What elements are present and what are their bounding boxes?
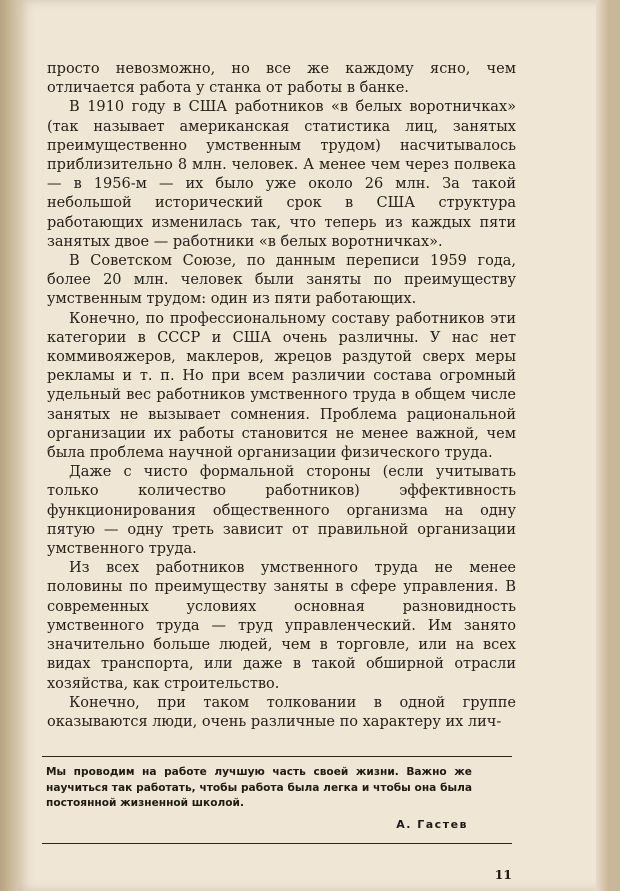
quote-bottom-rule (42, 843, 512, 844)
paragraph: Из всех работников умственного труда не менее половины по преимуществу заняты в сфере управления. В современных условиях основная разновидность умственного труда — труд управленческий. Им занято значительно больше людей, чем в торговле, или на всех видах транспорта, или даже в такой обширной отрасли хозяйства, как строительство. (47, 560, 516, 692)
paragraph: Даже с чисто формальной стороны (если учитывать только количество работников) эффективность функционирования общественного организма на одну пятую — одну треть зависит от правильной организации умственного труда. (47, 464, 516, 558)
epigraph-quote: Мы проводим на работе лучшую часть своей жизни. Важно же научиться так работать, чтобы работа была легка и чтобы она была постоянной жизненной школой. (46, 766, 472, 809)
page-edge (596, 0, 608, 891)
quote-top-rule (42, 756, 512, 757)
quote-author: А. Гастев (396, 818, 468, 831)
paragraph: В Советском Союзе, по данным переписи 1959 года, более 20 млн. человек были заняты по преимуществу умственным трудом: один из пяти работающих. (47, 253, 516, 308)
page-number: 11 (494, 867, 512, 882)
paragraph: Конечно, по профессиональному составу работников эти категории в СССР и США очень различны. У нас нет коммивояжеров, маклеров, жрецов раздутой сверх меры рекламы и т. п. Но при всем различии состава огромный удельный вес работников умственного труда в общем числе занятых не вызывает сомнения. Проблема рациональной организации их работы становится не менее важной, чем была проблема научной организации физического труда. (47, 310, 516, 462)
main-text (47, 60, 516, 732)
paragraph: В 1910 году в США работников «в белых воротничках» (так называет американская статистика лиц, занятых преимущественно умственным трудом) насчитывалось приблизительно 8 млн. человек. А менее чем через полвека — в 1956-м — их было уже около 26 млн. За такой небольшой исторический срок в США структура работающих изменилась так, что теперь из каждых пяти занятых двое — работники «в белых воротничках». (47, 99, 516, 250)
paragraph: просто невозможно, но все же каждому ясно, чем отличается работа у станка от работы в банке. (47, 61, 516, 97)
book-spine-shadow (0, 0, 18, 891)
paragraph: Конечно, при таком толковании в одной группе оказываются люди, очень различные по характеру их лич- (47, 694, 516, 730)
